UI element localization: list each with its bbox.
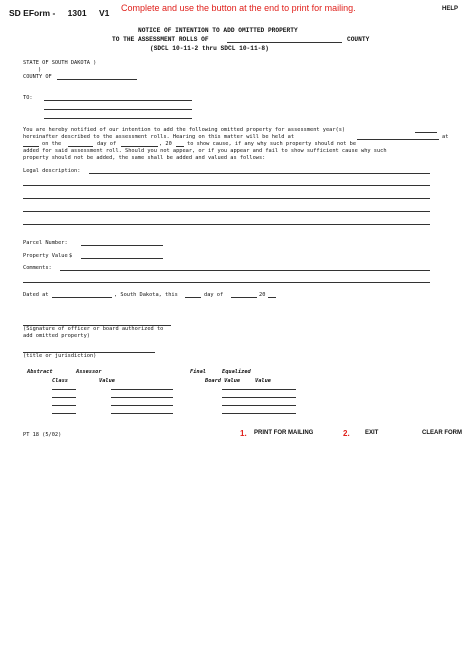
dated-city-field[interactable] — [52, 293, 112, 298]
to-line-2[interactable] — [44, 105, 192, 110]
hearing-day-field[interactable] — [68, 142, 93, 147]
county-label: COUNTY OF — [23, 74, 52, 80]
legal-description-label: Legal description: — [23, 168, 81, 174]
col-board-value: Board Value — [205, 378, 241, 384]
hearing-time-field[interactable] — [23, 142, 39, 147]
hearing-location-field[interactable] — [357, 135, 439, 140]
body-line-3-year: , 20 — [159, 141, 172, 147]
col-class: Class — [52, 378, 68, 384]
step-1-marker: 1. — [240, 429, 247, 438]
table-row-2-value[interactable] — [111, 393, 173, 398]
dated-month-field[interactable] — [231, 293, 257, 298]
form-title-statute: (SDCL 10-11-2 thru SDCL 10-11-8) — [150, 45, 269, 52]
table-row-4-value[interactable] — [111, 409, 173, 414]
body-line-1: You are hereby notified of our intention to add the following omitted property for assessment year(s) — [23, 127, 346, 133]
step-2-marker: 2. — [343, 429, 350, 438]
signature-caption-1: (Signature of officer or board authorized to — [23, 326, 164, 332]
parcel-number-label: Parcel Number: — [23, 240, 68, 246]
property-value-label: Property Value — [23, 253, 68, 259]
table-row-2-board[interactable] — [222, 393, 296, 398]
county-field[interactable] — [57, 75, 137, 80]
title-jurisdiction-caption: (title or jurisdiction) — [23, 353, 97, 359]
print-for-mailing-button[interactable]: PRINT FOR MAILING — [254, 430, 314, 436]
print-notice: Complete and use the button at the end to print for mailing. — [121, 3, 356, 13]
form-version: V1 — [98, 8, 110, 18]
dated-day-field[interactable] — [185, 293, 201, 298]
to-line-1[interactable] — [44, 96, 192, 101]
clear-form-button[interactable]: CLEAR FORM — [422, 430, 462, 436]
body-line-2-at: at — [442, 134, 449, 140]
form-id-text: SD EForm - — [9, 8, 56, 18]
to-line-3[interactable] — [44, 114, 192, 119]
body-line-5: property should not be added, the same shall be added and valued as follows: — [23, 155, 266, 161]
col-equalized-value: Value — [255, 378, 271, 384]
body-line-3-rest: to show cause, if any why such property should not be — [187, 141, 357, 147]
dated-year-field[interactable] — [268, 293, 276, 298]
col-abstract: Abstract — [27, 369, 53, 375]
county-title-field[interactable] — [227, 38, 342, 43]
dated-year-label: 20 — [259, 292, 266, 298]
help-button[interactable]: HELP — [442, 6, 459, 12]
exit-button[interactable]: EXIT — [365, 430, 379, 436]
table-row-4-class[interactable] — [52, 409, 76, 414]
table-row-4-board[interactable] — [222, 409, 296, 414]
dated-sd-label: , South Dakota, this — [114, 292, 178, 298]
col-final: Final — [190, 369, 206, 375]
col-value: Value — [99, 378, 115, 384]
body-line-4: added for said assessment roll. Should you not appear, or if you appear and fail to show sufficient cause why such — [23, 148, 387, 154]
body-line-3-dayof: day of — [97, 141, 117, 147]
dollar-sign: $ — [69, 253, 73, 259]
table-row-3-value[interactable] — [111, 401, 173, 406]
form-title-line1: NOTICE OF INTENTION TO ADD OMITTED PROPERTY — [138, 27, 298, 34]
assessment-year-field[interactable] — [415, 128, 437, 133]
hearing-month-field[interactable] — [121, 142, 158, 147]
form-id — [9, 8, 109, 18]
table-row-1-board[interactable] — [222, 385, 296, 390]
parcel-number-field[interactable] — [81, 241, 163, 246]
legal-description-line-3[interactable] — [23, 194, 430, 199]
body-line-3-on: on the — [42, 141, 62, 147]
dated-dayof-label: day of — [204, 292, 224, 298]
col-equalized: Equalized — [222, 369, 251, 375]
form-number: 1301 — [67, 8, 87, 18]
col-assessor: Assessor — [76, 369, 102, 375]
comments-label: Comments: — [23, 265, 52, 271]
table-row-1-class[interactable] — [52, 385, 76, 390]
legal-description-line-4[interactable] — [23, 207, 430, 212]
table-row-3-board[interactable] — [222, 401, 296, 406]
signature-caption-2: add omitted property) — [23, 333, 90, 339]
form-title-county: COUNTY — [347, 36, 370, 43]
comments-line-2[interactable] — [23, 278, 430, 283]
hearing-year-field[interactable] — [176, 142, 184, 147]
table-row-3-class[interactable] — [52, 401, 76, 406]
to-label: TO: — [23, 95, 33, 101]
comments-line-1[interactable] — [60, 266, 430, 271]
form-code: PT 18 (5/02) — [23, 432, 62, 438]
body-line-2: hereinafter described to the assessment rolls. Hearing on this matter will be held at — [23, 134, 295, 140]
legal-description-line-5[interactable] — [23, 220, 430, 225]
form-title-line2: TO THE ASSESSMENT ROLLS OF — [112, 36, 209, 43]
state-label: STATE OF SOUTH DAKOTA ) — [23, 60, 97, 66]
table-row-2-class[interactable] — [52, 393, 76, 398]
legal-description-line-2[interactable] — [23, 181, 430, 186]
table-row-1-value[interactable] — [111, 385, 173, 390]
venue-paren: ) — [38, 67, 42, 73]
property-value-field[interactable] — [81, 254, 163, 259]
legal-description-line-1[interactable] — [89, 169, 430, 174]
dated-at-label: Dated at — [23, 292, 49, 298]
